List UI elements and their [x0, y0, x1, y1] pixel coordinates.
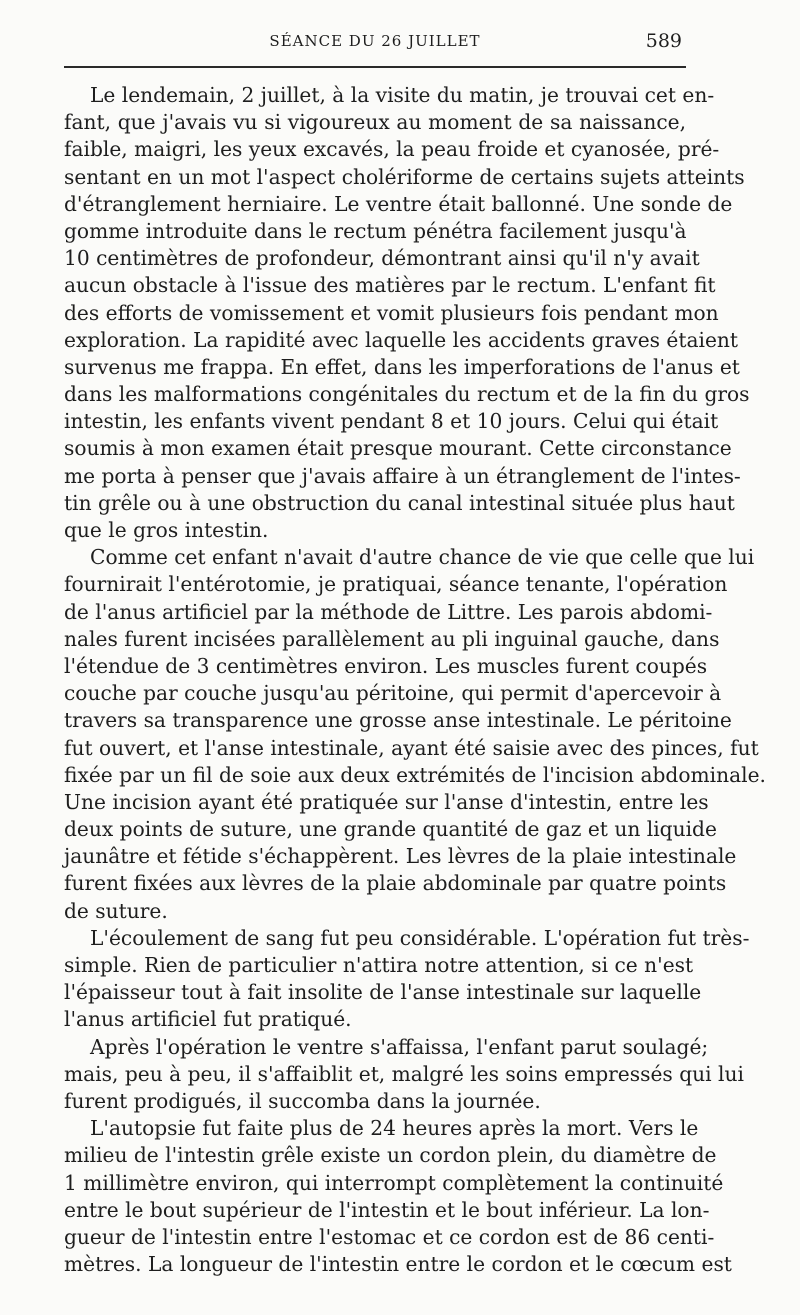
paragraph — [64, 1034, 744, 1116]
body-text — [64, 82, 766, 1278]
text-line: que le gros intestin. — [64, 518, 269, 542]
text-line: l'anus artificiel fut pratiqué. — [64, 1007, 352, 1032]
text-line: l'épaisseur tout à fait insolite de l'anse intestinale sur laquelle — [64, 980, 702, 1005]
text-line: mais, peu à peu, il s'affaiblit et, malgré les soins empressés qui lui — [64, 1061, 744, 1086]
text-line: soumis à mon examen était presque mourant. Cette circonstance — [64, 436, 732, 461]
text-line: des efforts de vomissement et vomit plusieurs fois pendant mon — [64, 300, 719, 325]
text-line: simple. Rien de particulier n'attira notre attention, si ce n'est — [64, 953, 694, 977]
text-line: l'étendue de 3 centimètres environ. Les muscles furent coupés — [64, 653, 708, 678]
text-line: mètres. La longueur de l'intestin entre le cordon et le cœcum est — [64, 1252, 732, 1277]
text-line: de l'anus artificiel par la méthode de Littre. Les parois abdomi- — [64, 599, 713, 624]
text-line: jaunâtre et fétide s'échappèrent. Les lèvres de la plaie intestinale — [64, 844, 737, 869]
text-line: 1 millimètre environ, qui interrompt complètement la continuité — [64, 1170, 724, 1195]
paragraph — [64, 544, 766, 925]
text-line: intestin, les enfants vivent pendant 8 et 10 jours. Celui qui était — [64, 409, 719, 434]
running-title: SÉANCE DU 26 JUILLET — [269, 32, 481, 50]
text-line: deux points de suture, une grande quantité de gaz et un liquide — [64, 817, 717, 842]
header-rule — [64, 66, 686, 68]
text-line: Le lendemain, 2 juillet, à la visite du matin, je trouvai cet en- — [90, 83, 715, 107]
text-line: exploration. La rapidité avec laquelle les accidents graves étaient — [64, 327, 739, 352]
paragraph — [64, 1115, 732, 1278]
text-line: travers sa transparence une grosse anse intestinale. Le péritoine — [64, 708, 732, 733]
text-line: entre le bout supérieur de l'intestin et le bout inférieur. La lon- — [64, 1197, 710, 1222]
text-line: couche par couche jusqu'au péritoine, qui permit d'apercevoir à — [64, 681, 722, 706]
text-line: de suture. — [64, 898, 168, 923]
text-line: L'écoulement de sang fut peu considérable. L'opération fut très- — [90, 925, 750, 950]
text-line: Comme cet enfant n'avait d'autre chance de vie que celle que lui — [90, 545, 755, 570]
text-line: fut ouvert, et l'anse intestinale, ayant été saisie avec des pinces, fut — [64, 735, 759, 760]
text-line: milieu de l'intestin grêle existe un cordon plein, du diamètre de — [64, 1143, 717, 1168]
text-line: gueur de l'intestin entre l'estomac et ce cordon est de 86 centi- — [64, 1224, 715, 1249]
text-line: d'étranglement herniaire. Le ventre était ballonné. Une sonde de — [64, 191, 733, 216]
text-line: furent fixées aux lèvres de la plaie abdominale par quatre points — [64, 871, 727, 896]
text-line: fournirait l'entérotomie, je pratiquai, séance tenante, l'opération — [64, 572, 728, 597]
page-header — [64, 30, 686, 60]
text-line: gomme introduite dans le rectum pénétra facilement jusqu'à — [64, 218, 687, 243]
text-line: survenus me frappa. En effet, dans les imperforations de l'anus et — [64, 354, 740, 379]
paragraph — [64, 82, 750, 544]
text-line: faible, maigri, les yeux excavés, la peau froide et cyanosée, pré- — [64, 137, 720, 162]
text-line: tin grêle ou à une obstruction du canal intestinal située plus haut — [64, 490, 735, 515]
text-line: 10 centimètres de profondeur, démontrant ainsi qu'il n'y avait — [64, 246, 700, 271]
text-line: fixée par un fil de soie aux deux extrémités de l'incision abdominale. — [64, 762, 766, 787]
text-line: sentant en un mot l'aspect cholériforme de certains sujets atteints — [64, 164, 745, 189]
text-line: aucun obstacle à l'issue des matières par le rectum. L'enfant fit — [64, 273, 716, 298]
text-line: fant, que j'avais vu si vigoureux au moment de sa naissance, — [64, 110, 686, 135]
page-number: 589 — [645, 30, 682, 52]
text-line: dans les malformations congénitales du rectum et de la fin du gros — [64, 382, 750, 407]
text-line: L'autopsie fut faite plus de 24 heures après la mort. Vers le — [90, 1116, 699, 1141]
paragraph — [64, 925, 750, 1034]
text-line: me porta à penser que j'avais affaire à un étranglement de l'intes- — [64, 463, 741, 488]
text-line: furent prodigués, il succomba dans la journée. — [64, 1088, 541, 1113]
text-line: Après l'opération le ventre s'affaissa, l'enfant parut soulagé; — [90, 1034, 709, 1059]
text-line: Une incision ayant été pratiquée sur l'anse d'intestin, entre les — [64, 789, 709, 814]
text-line: nales furent incisées parallèlement au pli inguinal gauche, dans — [64, 626, 720, 651]
